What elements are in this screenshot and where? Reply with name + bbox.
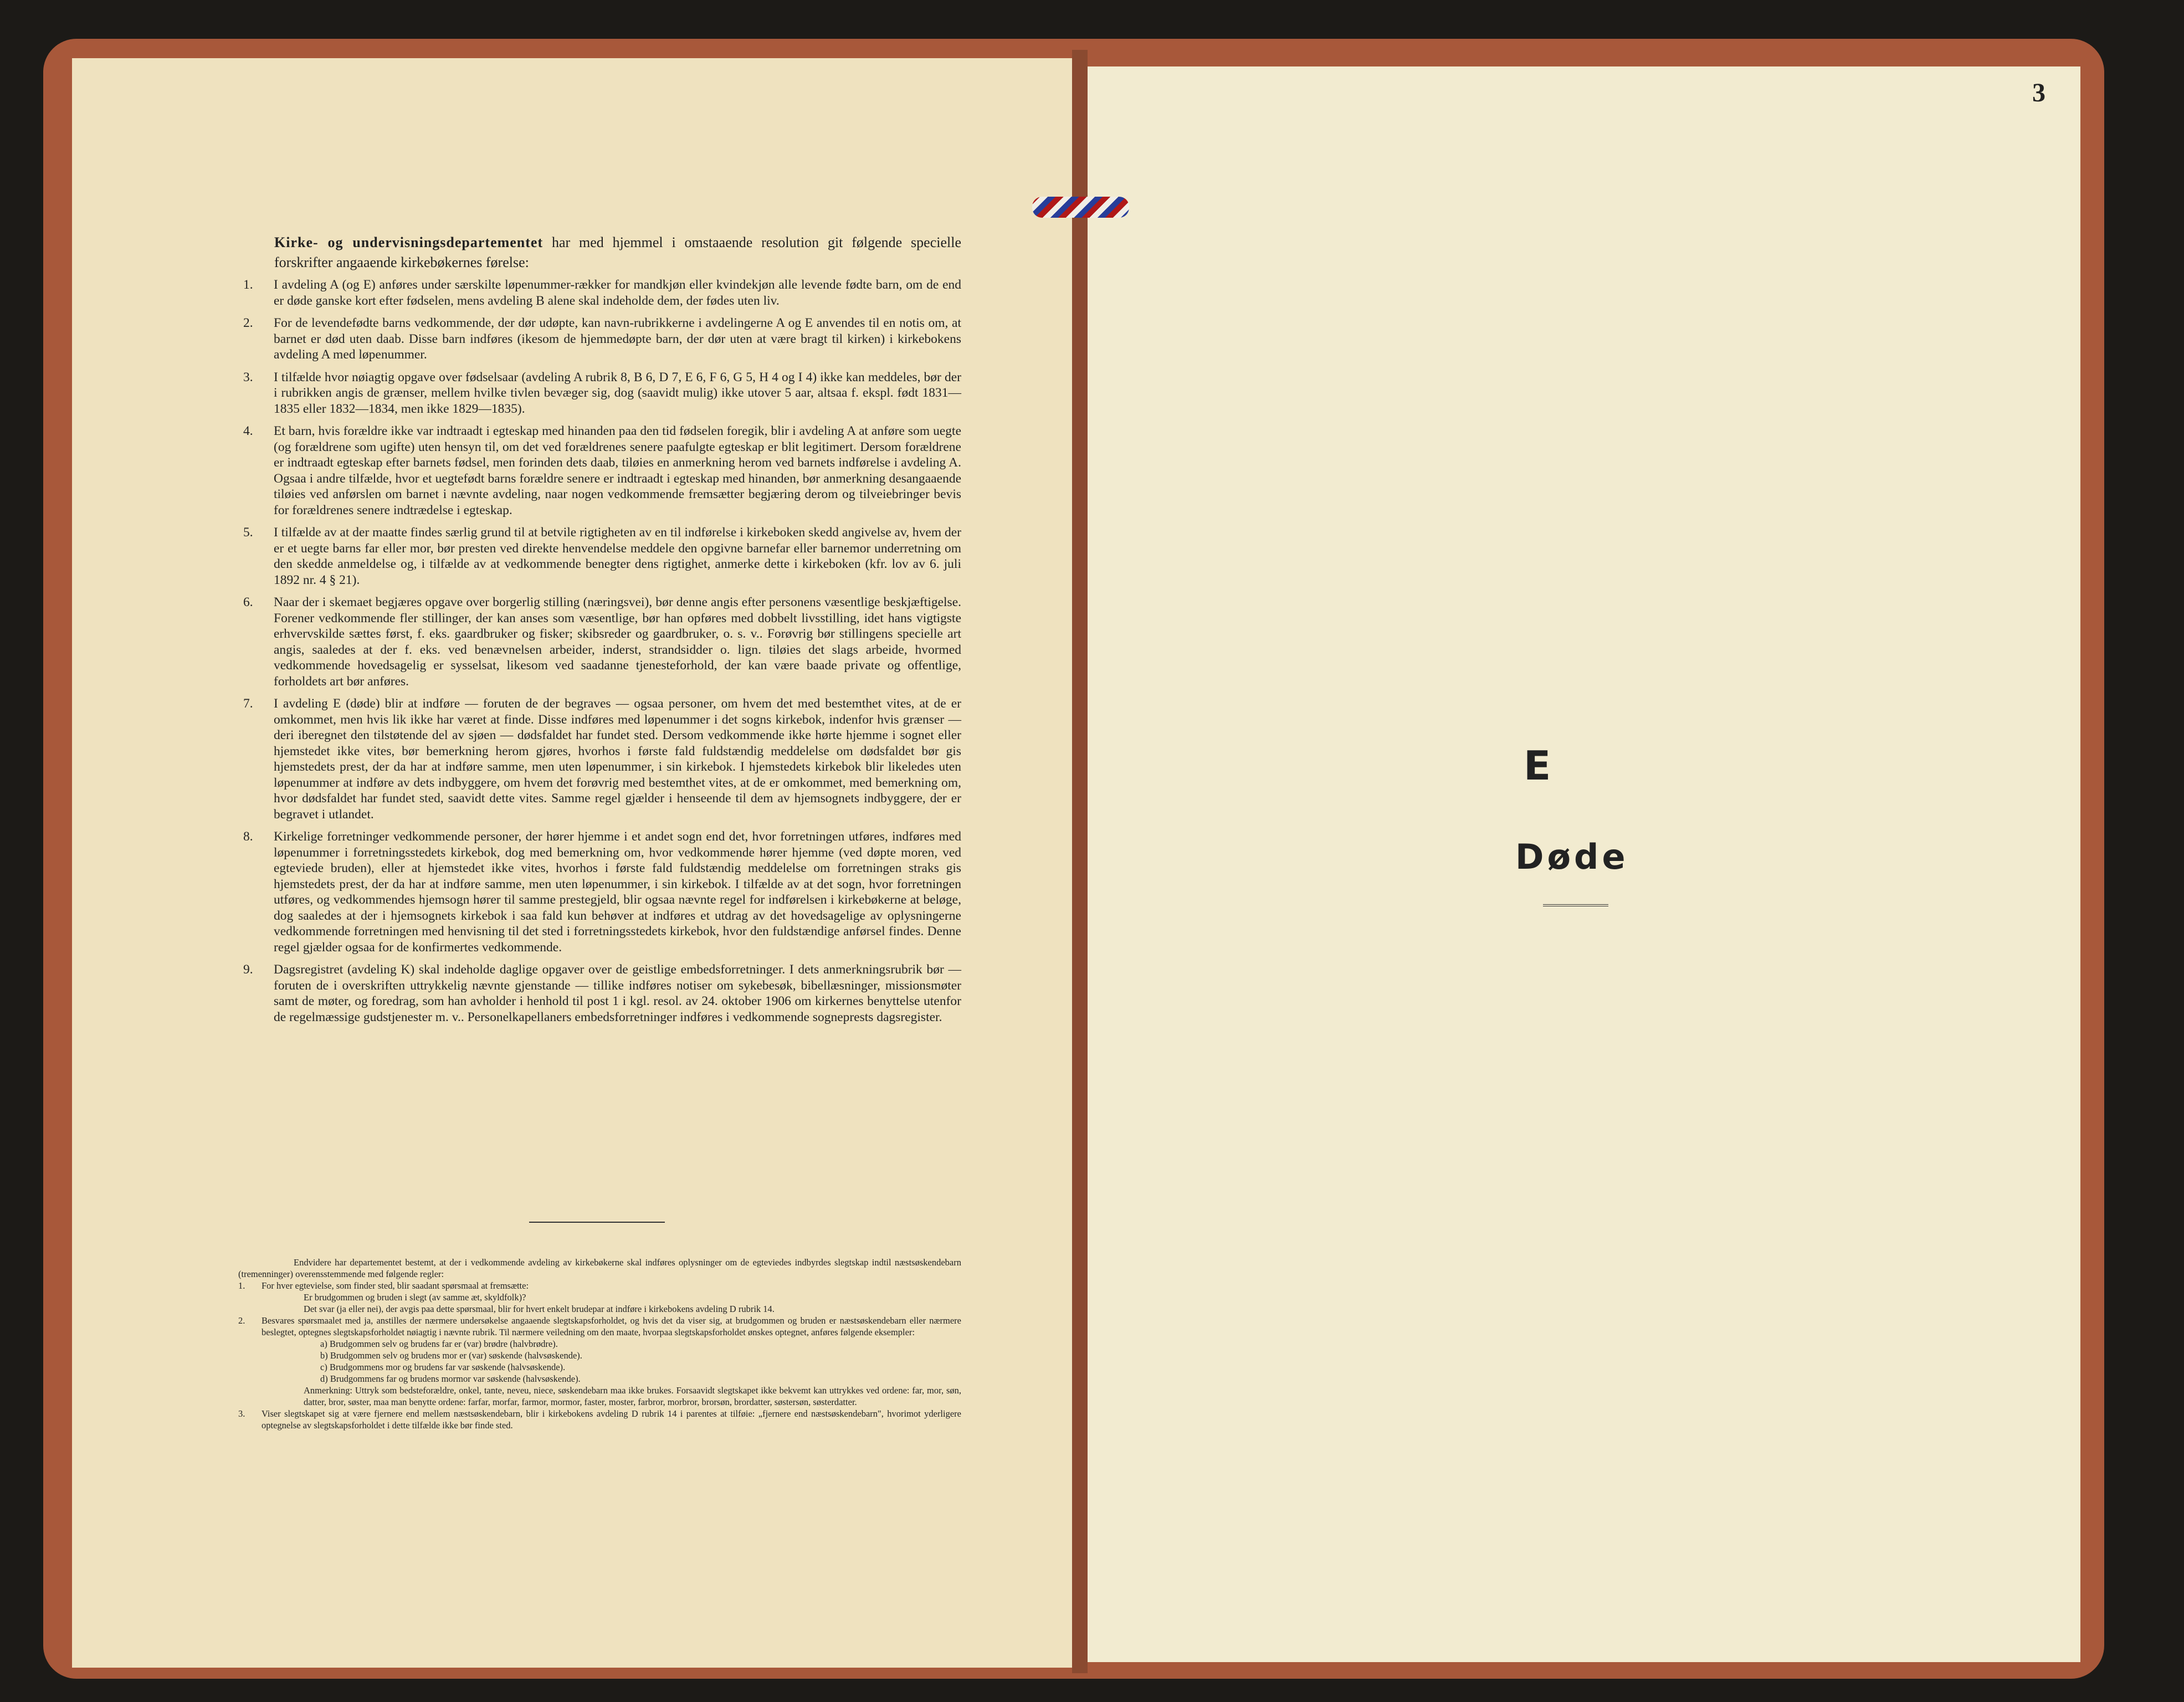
rule-item	[241, 370, 961, 417]
rule-number: 5.	[243, 525, 253, 540]
binding-thread-icon	[1032, 197, 1129, 218]
rule-number: 9.	[243, 962, 253, 977]
rule-item	[241, 594, 961, 689]
example-item: c) Brudgommens mor og brudens far var søskende (halvsøskende).	[320, 1362, 566, 1372]
note-text: For hver egtevielse, som finder sted, blir saadant spørsmaal at fremsætte:	[262, 1280, 529, 1291]
section-divider	[529, 1222, 665, 1223]
note-item	[238, 1280, 961, 1291]
note-number: 1.	[238, 1280, 245, 1291]
notes-intro: Endvidere har departementet bestemt, at der i vedkommende avdeling av kirkebøkerne skal indføres oplysninger om de egteviedes indbyrdes slegtskap indtil næstsøskendebarn (tremenninger) overensstemmende med følgende regler:	[238, 1257, 961, 1279]
example-item: b) Brudgommen selv og brudens mor er (var) søskende (halvsøskende).	[320, 1350, 582, 1361]
rule-item	[241, 962, 961, 1025]
rule-number: 3.	[243, 370, 253, 385]
note-question: Det svar (ja eller nei), der avgis paa dette spørsmaal, blir for hvert enkelt brudepar at indføre i kirkebokens avdeling D rubrik 14.	[304, 1304, 775, 1314]
rule-text: Kirkelige forretninger vedkommende personer, der hører hjemme i et andet sogn end det, hvor forretningen utføres, indføres med løpenummer i forretningsstedets kirkebok, dog med bemerkning om, hvor vedkommende hører hjemme (ved døpte moren, ved egteviede bruden), eller at hjemstedet ikke vites, hvorhos i første fald fuldstændig meddelelse om forretningen straks gis hjemstedets prest, der da har at indføre samme, men uten løpenummer, i sin kirkebok. I tilfælde av at det sogn, hvor forretningen utføres, og vedkommendes hjemsogn hører til samme prestegjeld, blir ogsaa nævnte regel for indførelsen i kirkebøkerne at beløge, dog saaledes at der i hjemsognets kirkebok i saa fald kun behøver at indføres et utdrag av det hovedsagelige av oplysningerne vedkommende forretningen med henvisning til det sted i forretningsstedets kirkebok, hvor den fuldstændige anførsel findes. Denne regel gjælder ogsaa for de konfirmertes vedkommende.	[274, 829, 961, 955]
rule-number: 1.	[243, 278, 253, 292]
note-text: Besvares spørsmaalet med ja, anstilles der nærmere undersøkelse angaaende slegtskapsforholdet, og hvis det da viser sig, at brudgommen og bruden er næstsøskendebarn eller nærmere beslegtet, optegnes slegtskapsforholdet nøiagtig i nævnte rubrik. Til nærmere veiledning om den maate, hvorpaa slegtskapsforholdet ønskes optegnet, anføres følgende eksempler:	[262, 1315, 961, 1337]
page-number: 3	[2032, 78, 2045, 107]
rule-text: Et barn, hvis forældre ikke var indtraadt i egteskap med hinanden paa den tid fødselen foregik, blir i avdeling A at anføre som uegte (og forældrene som ugifte) uten hensyn til, om det ved forældrenes senere paafulgte egteskap er blit legitimert. Dersom forældrene er indtraadt egteskap efter barnets fødsel, men forinden dets daab, tiløies en anmerkning herom ved barnets indførelse i avdeling A. Ogsaa i andre tilfælde, hvor et uegtefødt barns forældre senere er indtraadt i egteskap med hinanden, bør anmerkning desangaaende tiløies ved anførslen om barnet i nævnte avdeling, naar nogen vedkommende fremsætter begjæring derom og tilveiebringer bevis for forældrenes senere indtrædelse i egteskap.	[274, 424, 961, 517]
example-list	[238, 1338, 961, 1385]
rules-list	[241, 277, 961, 1032]
example-item: d) Brudgommens far og brudens mormor var søskende (halvsøskende).	[320, 1373, 581, 1384]
book-gutter	[1072, 50, 1088, 1673]
kinship-notes	[238, 1257, 961, 1431]
rule-item	[241, 423, 961, 518]
rule-item	[241, 277, 961, 309]
note-text: Viser slegtskapet sig at være fjernere end mellem næstsøskendebarn, blir i kirkebokens avdeling D rubrik 14 i parentes at tilføie: „fjernere end næstsøskendebarn", hvorimot yderligere optegnelse av slegtskapsforholdet i dette tilfælde ikke bør finde sted.	[262, 1408, 961, 1431]
note-item	[238, 1315, 961, 1338]
section-title: Døde	[1515, 837, 1629, 877]
department-name: Kirke- og undervisningsdepartementet	[274, 234, 544, 250]
rule-text: Naar der i skemaet begjæres opgave over borgerlig stilling (næringsvei), bør denne angis efter personens væsentlige beskjæftigelse. Forener vedkommende fler stillinger, der kan anses som væsentlige, bør han opføres med dobbelt livsstilling, idet hans vigtigste erhvervskilde sættes først, f. eks. gaardbruker og fisker; skibsreder og gaardbruker, o. s. v.. Forøvrig bør stillingens specielle art angis, saaledes at der f. eks. ved benævnelsen arbeider, inderst, strandsidder o. lign. tiløies det slags arbeide, hvormed vedkommende hovedsagelig er sysselsat, likesom ved saadanne tjenesteforhold, der kan være baade private og offentlige, forholdets art bør anføres.	[274, 595, 961, 689]
section-letter: E	[1524, 742, 1551, 789]
rule-text: I avdeling E (døde) blir at indføre — foruten de der begraves — ogsaa personer, om hvem det med bestemthet vites, at de er omkommet, men hvis lik ikke har været at finde. Disse indføres med løpenummer i det sogns kirkebok, indenfor hvis grænser — deri iberegnet den tilstøtende del av sjøen — dødsfaldet har fundet sted. Dersom vedkommende ikke hørte hjemme i sognet eller hjemstedet ikke vites, bør bemerkning herom gjøres, hvorhos i første fald fuldstændig meddelelse om dødsfaldet bør gis hjemstedets prest, der da har at indføre samme, men uten løpenummer, i sin kirkebok. I hjemstedets kirkebok blir likeledes uten løpenummer at indføre av dets indbyggere, om hvem det forøvrig med bestemthet vites, at de er omkommet, med bemerkning om, hvor dødsfaldet har fundet sted, saavidt dette vites. Samme regel gjælder i henseende til dem av hjemsognets indbyggere, der er begravet i utlandet.	[274, 696, 961, 822]
rule-text: I avdeling A (og E) anføres under særskilte løpenummer-rækker for mandkjøn eller kvindekjøn alle levende fødte barn, om de end er døde ganske kort efter fødselen, mens avdeling B alene skal indeholde dem, der fødes uten liv.	[274, 278, 961, 308]
note-question: Er brudgommen og bruden i slegt (av samme æt, skyldfolk)?	[304, 1292, 526, 1303]
rule-item	[241, 525, 961, 588]
instructions-intro	[274, 233, 961, 273]
rule-text: I tilfælde av at der maatte findes særlig grund til at betvile rigtigheten av en til indførelse i kirkeboken skedd angivelse av, hvem der er et uegte barns far eller mor, bør presten ved direkte henvendelse meddele den opgivne barnefar eller barnemor underretning om den skedde anmeldelse og, i tilfælde av at vedkommende benegter dens rigtighet, anmerke dette i kirkeboken (kfr. lov av 6. juli 1892 nr. 4 § 21).	[274, 525, 962, 587]
rule-number: 4.	[243, 424, 253, 438]
note-remark: Anmerkning: Uttryk som bedsteforældre, onkel, tante, neveu, niece, søskendebarn maa ikke brukes. Forsaavidt slegtskapet ikke bekvemt kan uttrykkes ved ordene: far, mor, søn, datter, bror, søster, maa man benytte ordene: farfar, morfar, farmor, mormor, faster, moster, farbror, morbror, brorsøn, brordatter, søstersøn, søsterdatter.	[304, 1385, 961, 1407]
rule-text: Dagsregistret (avdeling K) skal indeholde daglige opgaver over de geistlige embedsforretninger. I dets anmerkningsrubrik bør — foruten de i overskriften uttrykkelig nævnte gjenstande — tillike indføres notiser om sykebesøk, bibellæsninger, missionsmøter samt de møter, og foredrag, som han avholder i henhold til post 1 i kgl. resol. av 24. oktober 1906 om kirkernes benyttelse utenfor de regelmæssige gudstjenester m. v.. Personelkapellaners embedsforretninger indføres i vedkommende sogneprests dagsregister.	[274, 962, 961, 1024]
note-number: 2.	[238, 1315, 245, 1326]
rule-item	[241, 696, 961, 822]
note-item	[238, 1408, 961, 1431]
rule-number: 2.	[243, 316, 253, 330]
rule-text: For de levendefødte barns vedkommende, der dør udøpte, kan navn-rubrikkerne i avdelingerne A og E anvendes til en notis om, at barnet er død uten daab. Disse barn indføres (ikesom de hjemmedøpte barn, der dør uten at være bragt til kirken) i kirkebokens avdeling A med løpenummer.	[274, 316, 961, 362]
note-number: 3.	[238, 1408, 245, 1419]
rule-number: 8.	[243, 829, 253, 844]
example-item: a) Brudgommen selv og brudens far er (var) brødre (halvbrødre).	[320, 1339, 558, 1349]
rule-number: 7.	[243, 696, 253, 711]
intro-text: har med hjemmel i omstaaende resolution git følgende specielle forskrifter angaaende kirkebøkernes førelse:	[274, 234, 962, 270]
rule-text: I tilfælde hvor nøiagtig opgave over fødselsaar (avdeling A rubrik 8, B 6, D 7, E 6, F 6, G 5, H 4 og I 4) ikke kan meddeles, bør der i rubrikken angis de grænser, mellem hvilke tivlen bevæger sig, dog (saavidt mulig) ikke utover 5 aar, altsaa f. ekspl. født 1831—1835 eller 1832—1834, men ikke 1829—1835).	[274, 370, 961, 416]
rule-number: 6.	[243, 595, 253, 609]
rule-item	[241, 315, 961, 363]
rule-item	[241, 829, 961, 955]
title-underline	[1543, 904, 1608, 909]
